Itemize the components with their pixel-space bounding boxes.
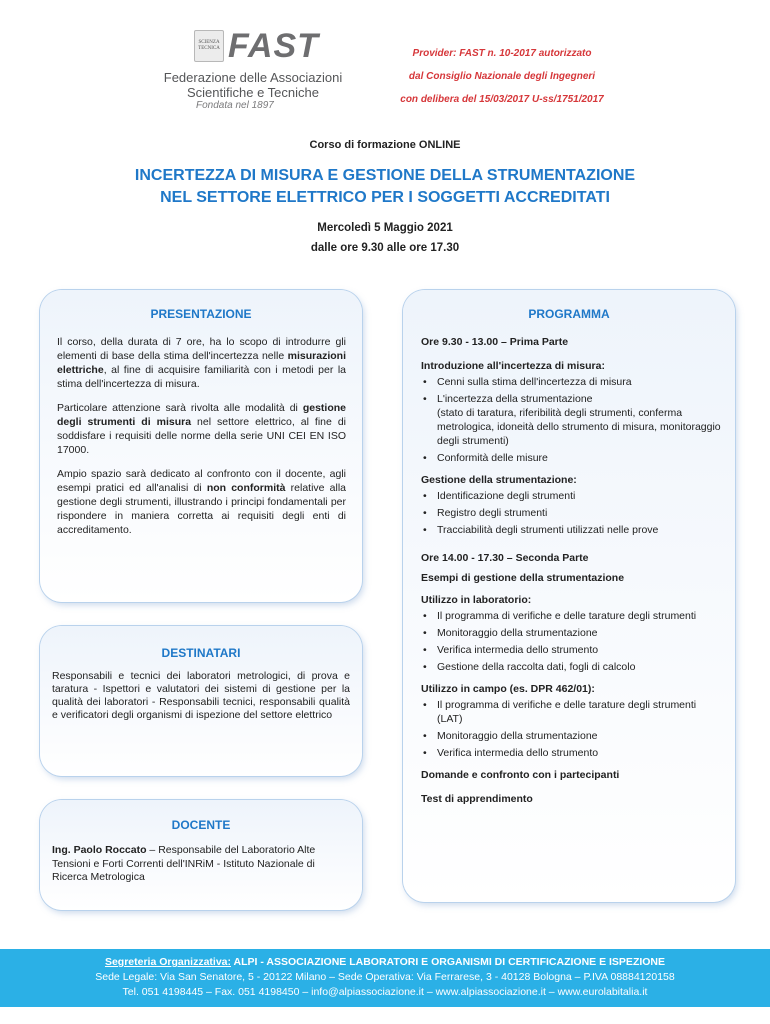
footer-contacts: Tel. 051 4198445 – Fax. 051 4198450 – info@alpiassociazione.it – www.alpiassociazione.it – www.eurolabitalia.it — [122, 986, 648, 998]
destinatari-title: DESTINATARI — [161, 646, 241, 660]
course-date: Mercoledì 5 Maggio 2021 — [317, 222, 453, 234]
course-title — [0, 165, 770, 209]
course-date-block — [0, 218, 770, 258]
esempi-heading: Esempi di gestione della strumentazione — [421, 572, 625, 584]
course-title-line2: NEL SETTORE ELETTRICO PER I SOGGETTI ACCREDITATI — [160, 189, 610, 206]
docente-name: Ing. Paolo Roccato — [52, 844, 147, 856]
provider-line: dal Consiglio Nazionale degli Ingegneri — [408, 71, 596, 82]
federation-name-line2: Scientifiche e Tecniche — [186, 85, 319, 100]
campo-heading: Utilizzo in campo (es. DPR 462/01): — [421, 683, 595, 695]
list-item — [421, 392, 723, 448]
text-span: Il corso, della durata di 7 ore, ha lo scopo di introdurre gli elementi di base della stima dell'incertezza nelle — [57, 336, 346, 362]
docente-description: – Responsabile del Laboratorio Alte Tensioni e Forti Correnti dell'INRiM - Istituto Nazionale di Ricerca Metrologica — [52, 844, 316, 883]
list-item: • Il programma di verifiche e delle tarature degli strumenti — [421, 609, 723, 623]
docente-title: DOCENTE — [171, 818, 231, 832]
list-item: • Il programma di verifiche e delle tarature degli strumenti (LAT) — [421, 698, 723, 726]
footer — [0, 949, 770, 1007]
provider-line: Provider: FAST n. 10-2017 autorizzato — [412, 48, 592, 59]
seal-icon — [194, 30, 224, 62]
part-one-heading: Ore 9.30 - 13.00 – Prima Parte — [421, 336, 569, 348]
programma-panel — [403, 290, 735, 902]
test-heading: Test di apprendimento — [421, 793, 533, 805]
founded-text: Fondata nel 1897 — [196, 100, 274, 111]
campo-list — [421, 698, 723, 760]
destinatari-panel — [40, 626, 362, 776]
text-bold: gestione degli strumenti di misura — [57, 402, 346, 428]
intro-list — [421, 375, 723, 465]
text-span: Particolare attenzione sarà rivolta alle modalità di — [57, 402, 303, 414]
docente-panel — [40, 800, 362, 910]
programma-title: PROGRAMMA — [528, 307, 610, 321]
text-bold: non conformità — [206, 482, 286, 494]
list-item: • Monitoraggio della strumentazione — [421, 729, 723, 743]
fast-logo-mark — [194, 27, 342, 68]
list-item-label: L'incertezza della strumentazione — [437, 393, 593, 405]
presentazione-panel — [40, 290, 362, 602]
presentazione-paragraph — [57, 401, 346, 457]
text-bold: misurazioni elettriche — [57, 350, 346, 376]
list-item: • Identificazione degli strumenti — [421, 489, 723, 503]
federation-name-line1: Federazione delle Associazioni — [163, 70, 343, 85]
list-item: • Monitoraggio della strumentazione — [421, 626, 723, 640]
footer-label: Segreteria Organizzativa: — [104, 956, 231, 968]
list-item: • Gestione della raccolta dati, fogli di calcolo — [421, 660, 723, 674]
seal-text: SCIENZA TECNICA — [198, 40, 220, 51]
gestione-heading: Gestione della strumentazione: — [421, 474, 577, 486]
gestione-list — [421, 489, 723, 537]
course-title-line1: INCERTEZZA DI MISURA E GESTIONE DELLA STRUMENTAZIONE — [134, 167, 636, 184]
laboratorio-heading: Utilizzo in laboratorio: — [421, 594, 532, 606]
list-item: • Cenni sulla stima dell'incertezza di misura — [421, 375, 723, 389]
domande-heading: Domande e confronto con i partecipanti — [421, 769, 620, 781]
text-span: Ampio spazio sarà dedicato al confronto con il docente, agli esempi pratici ed all'analisi di — [57, 468, 346, 494]
footer-address: Sede Legale: Via San Senatore, 5 - 20122 Milano – Sede Operativa: Via Ferrarese, 3 - 40128 Bologna – P.IVA 08884120158 — [95, 971, 675, 983]
presentazione-title: PRESENTAZIONE — [150, 307, 252, 321]
fast-logo — [148, 27, 368, 120]
destinatari-text: Responsabili e tecnici dei laboratori metrologici, di prova e taratura - Ispettori e valutatori dei sistemi di gestione per la qualità dei laboratori - Responsabili tecnici, responsabili qualità e verificatori degli organismi di ispezione del settore elettrico — [52, 670, 350, 721]
text-span: nel settore elettrico, al fine di soddisfare i requisiti delle norme della serie UNI CEI EN ISO 17000. — [57, 416, 346, 456]
footer-org-line — [0, 955, 770, 970]
fast-brand: FAST — [228, 27, 319, 65]
list-item-detail: (stato di taratura, riferibilità degli strumenti, conferma metrologica, idoneità dello strumento di misura, monitoraggio degli strumenti) — [437, 407, 721, 447]
docente-text — [52, 844, 350, 885]
list-item: • Verifica intermedia dello strumento — [421, 643, 723, 657]
text-span: , al fine di acquisire familiarità con i metodi per la stima dell'incertezza di misura. — [57, 364, 346, 390]
programma-body — [421, 335, 723, 806]
course-time: dalle ore 9.30 alle ore 17.30 — [310, 242, 460, 254]
provider-info — [372, 42, 632, 111]
provider-line: con delibera del 15/03/2017 U-ss/1751/2017 — [400, 94, 604, 105]
presentazione-text — [57, 335, 346, 537]
list-item: • Verifica intermedia dello strumento — [421, 746, 723, 760]
text-span: relative alla gestione degli strumenti, illustrando i principi fondamentali per rispondere in maniera corretta ai requisiti degli enti di accreditamento. — [57, 482, 347, 536]
list-item: • Conformità delle misure — [421, 451, 723, 465]
federation-name — [148, 70, 358, 100]
presentazione-paragraph — [57, 467, 346, 537]
presentazione-paragraph — [57, 335, 346, 391]
footer-org: ALPI - ASSOCIAZIONE LABORATORI E ORGANISMI DI CERTIFICAZIONE E ISPEZIONE — [231, 956, 666, 968]
intro-heading: Introduzione all'incertezza di misura: — [421, 360, 605, 372]
laboratorio-list — [421, 609, 723, 674]
part-two-heading: Ore 14.00 - 17.30 – Seconda Parte — [421, 552, 589, 564]
course-type: Corso di formazione ONLINE — [309, 139, 461, 151]
list-item: • Registro degli strumenti — [421, 506, 723, 520]
list-item: • Tracciabilità degli strumenti utilizzati nelle prove — [421, 523, 723, 537]
